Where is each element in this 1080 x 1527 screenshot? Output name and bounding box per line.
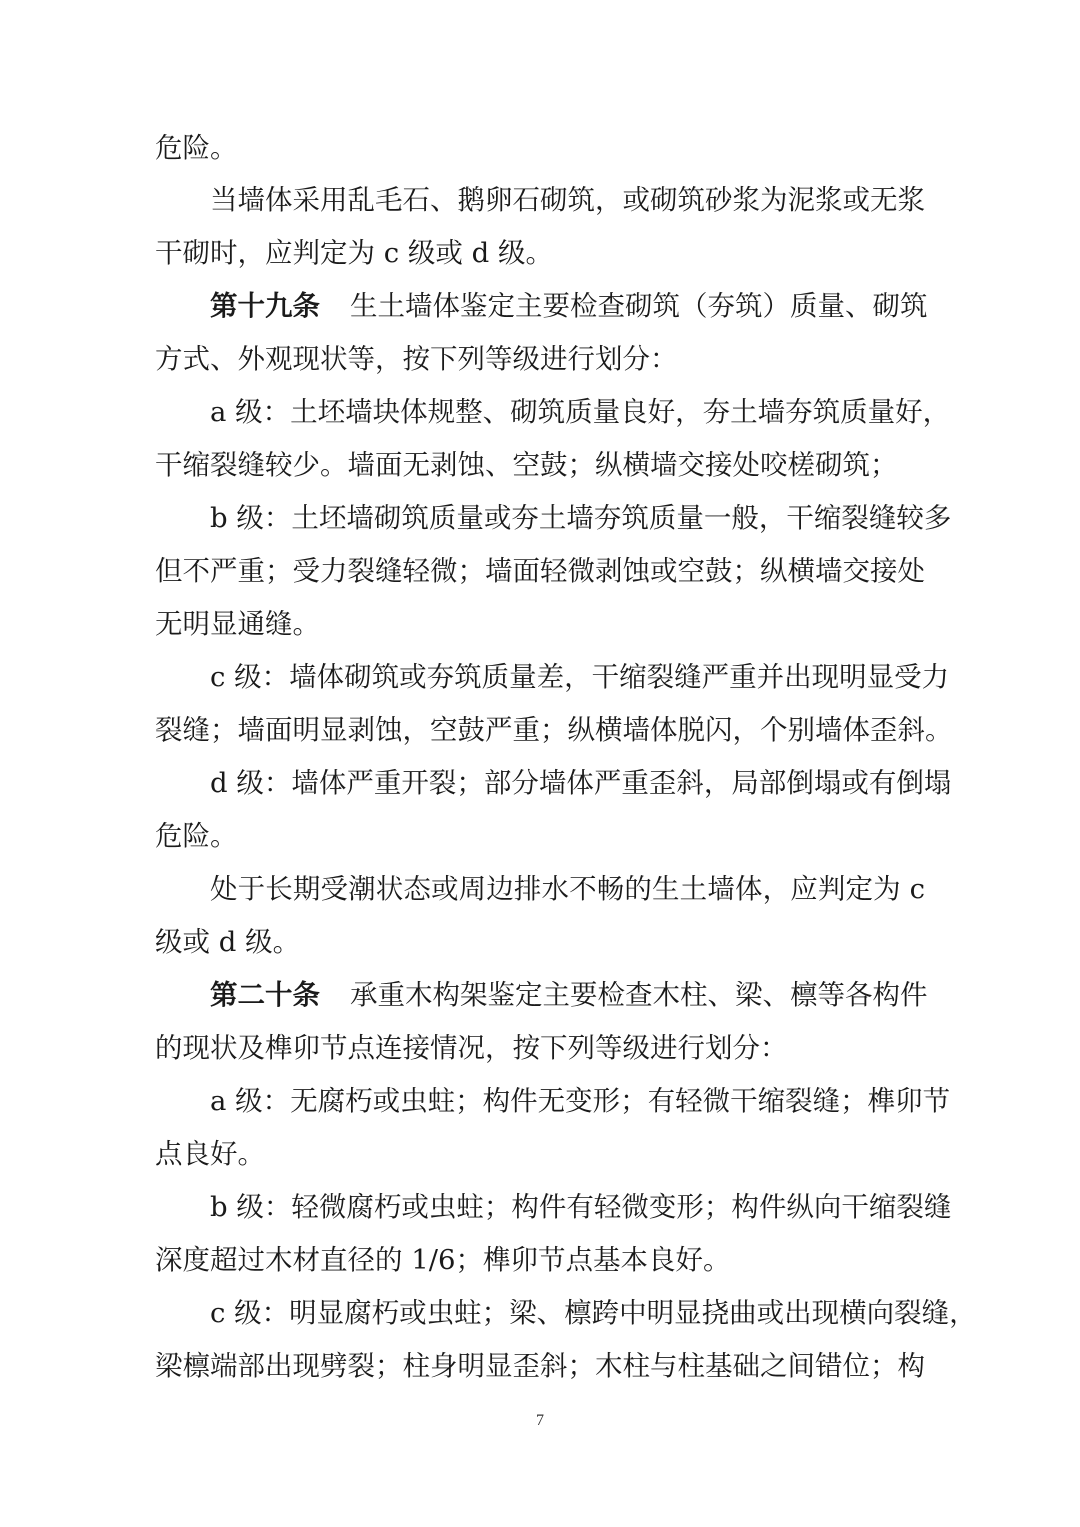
paragraph-line: 当墙体采用乱毛石、鹅卵石砌筑，或砌筑砂浆为泥浆或无浆	[210, 184, 925, 216]
paragraph-line: 干缩裂缝较少。墙面无剥蚀、空鼓；纵横墙交接处咬槎砌筑；	[155, 449, 898, 481]
paragraph-line: 但不严重；受力裂缝轻微；墙面轻微剥蚀或空鼓；纵横墙交接处	[155, 555, 925, 587]
article-20-heading: 第二十条	[210, 979, 320, 1011]
paragraph-line: 级或 d 级。	[155, 926, 301, 958]
paragraph-line: b 级：土坯墙砌筑质量或夯土墙夯筑质量一般，干缩裂缝较多	[210, 502, 952, 534]
paragraph-line: 裂缝；墙面明显剥蚀，空鼓严重；纵横墙体脱闪，个别墙体歪斜。	[155, 714, 953, 746]
paragraph-line: 处于长期受潮状态或周边排水不畅的生土墙体，应判定为 c	[210, 873, 925, 905]
paragraph-line: 梁檩端部出现劈裂；柱身明显歪斜；木柱与柱基础之间错位；构	[155, 1350, 925, 1382]
paragraph-line: 危险。	[155, 132, 238, 164]
paragraph-line: d 级：墙体严重开裂；部分墙体严重歪斜，局部倒塌或有倒塌	[210, 767, 952, 799]
article-20-text: 承重木构架鉴定主要检查木柱、梁、檩等各构件	[350, 979, 928, 1011]
paragraph-line: c 级：明显腐朽或虫蛀；梁、檩跨中明显挠曲或出现横向裂缝，	[210, 1297, 977, 1329]
paragraph-line: 无明显通缝。	[155, 608, 320, 640]
paragraph-line: 危险。	[155, 820, 238, 852]
article-20-line	[210, 975, 928, 1015]
article-19-line	[210, 286, 928, 326]
paragraph-line: 干砌时，应判定为 c 级或 d 级。	[155, 237, 553, 269]
paragraph-line: 点良好。	[155, 1138, 265, 1170]
paragraph-line: 的现状及榫卯节点连接情况，按下列等级进行划分：	[155, 1032, 788, 1064]
article-19-heading: 第十九条	[210, 290, 320, 322]
paragraph-line: b 级：轻微腐朽或虫蛀；构件有轻微变形；构件纵向干缩裂缝	[210, 1191, 952, 1223]
paragraph-line: c 级：墙体砌筑或夯筑质量差，干缩裂缝严重并出现明显受力	[210, 661, 950, 693]
paragraph-line: 深度超过木材直径的 1/6；榫卯节点基本良好。	[155, 1244, 731, 1276]
paragraph-line: 方式、外观现状等，按下列等级进行划分：	[155, 343, 678, 375]
article-19-text: 生土墙体鉴定主要检查砌筑（夯筑）质量、砌筑	[350, 290, 928, 322]
paragraph-line: a 级：土坯墙块体规整、砌筑质量良好，夯土墙夯筑质量好，	[210, 396, 951, 428]
paragraph-line: a 级：无腐朽或虫蛀；构件无变形；有轻微干缩裂缝；榫卯节	[210, 1085, 951, 1117]
page-number: 7	[536, 1412, 544, 1429]
